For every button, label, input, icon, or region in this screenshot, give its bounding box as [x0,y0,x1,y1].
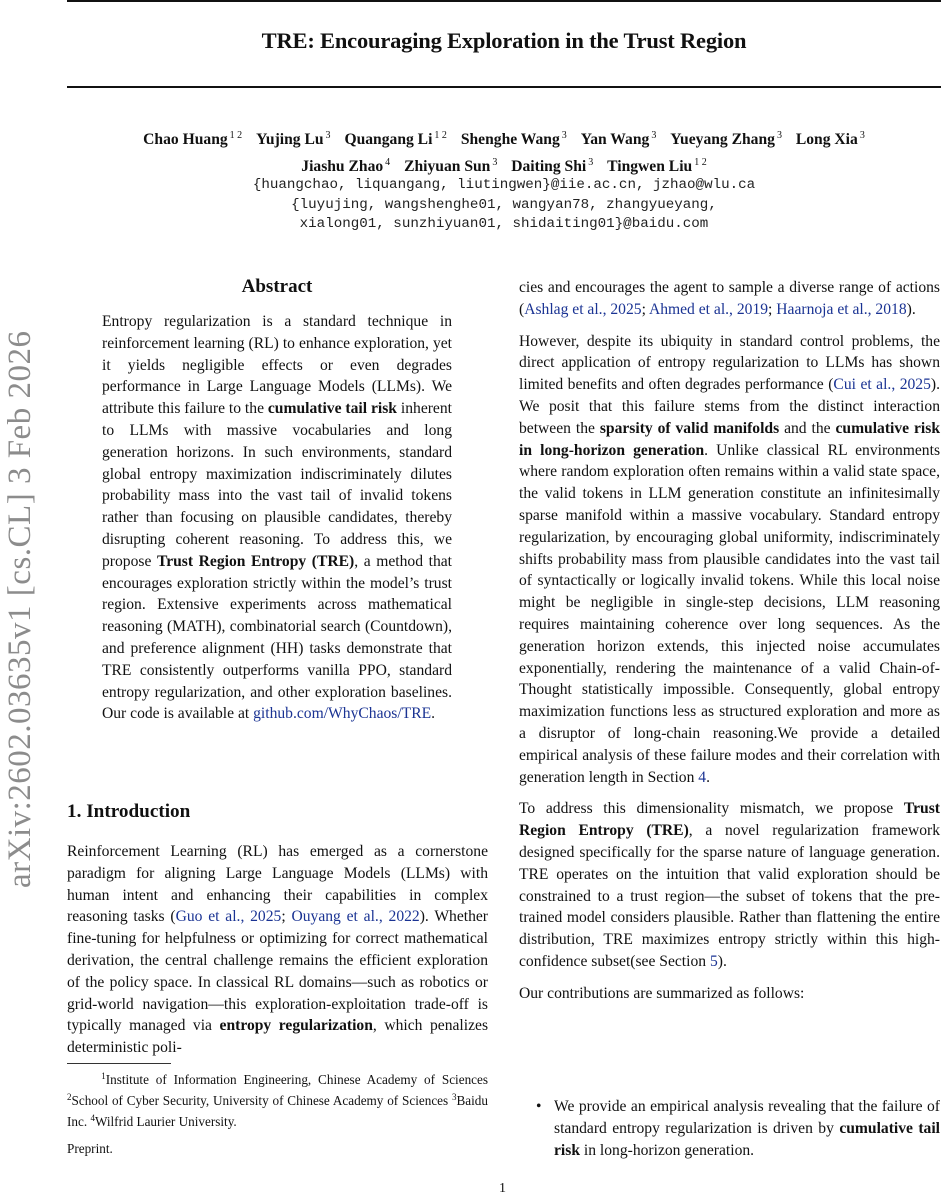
page-number: 1 [499,1181,506,1196]
section-ref-link[interactable]: 5 [709,952,718,970]
title-rule-bottom [67,86,941,88]
citation-link[interactable]: Ashlag et al., 2025 [524,300,642,318]
citation-link[interactable]: Guo et al., 2025 [175,908,282,926]
author: Yan Wang $^3$ [580,130,657,148]
author: Yueyang Zhang $^3$ [670,130,782,148]
author: Quangang Li $^{1 2}$ [344,130,447,148]
intro-paragraph-3: To address this dimensionality mismatch, we propose Trust Region Entropy (TRE), a novel regularization framework designed specifically for the sparse nature of language generation. TRE operates on the intuition that valid exploration should be constrained to a trust region—the subset of tokens that the pre-trained model considers plausible. Rather than flattening the entire distribution, TRE maximizes entropy strictly within this high-confidence subset(see Section 5). [519,800,940,970]
author-list [67,124,941,178]
code-repo-link[interactable]: github.com/WhyChaos/TRE [253,705,432,723]
intro-paragraph-4: Our contributions are summarized as follows: [519,984,805,1002]
abstract-body: Entropy regularization is a standard technique in reinforcement learning (RL) to enhance exploration, yet it yields negligible effects or even degrades performance in Large Language Models (LLMs). We attribute this failure to the cumulative tail risk inherent to LLMs with massive vocabularies and long generation horizons. In such environments, standard global entropy maximization indiscriminately dilutes probability mass into the vast tail of invalid tokens rather than focusing on plausible candidates, thereby disrupting coherent reasoning. To address this, we propose Trust Region Entropy (TRE), a method that encourages exploration strictly within the model’s trust region. Extensive experiments across mathematical reasoning (MATH), combinatorial search (Countdown), and preference alignment (HH) tasks demonstrate that TRE consistently outperforms vanilla PPO, standard entropy regularization, and other exploration baselines. Our code is available at github.com/WhyChaos/TRE. [102,313,452,723]
citation-link[interactable]: Ahmed et al., 2019 [648,300,769,318]
contribution-bullet: • We provide an empirical analysis revealing that the failure of standard entropy regularization is driven by cumulative tail risk in long-horizon generation. [536,1098,940,1159]
citation-link[interactable]: Cui et al., 2025 [833,376,931,394]
author: Chao Huang $^{1 2}$ [143,130,243,148]
author-emails [67,176,941,235]
arxiv-stamp: arXiv:2602.03635v1 [cs.CL] 3 Feb 2026 [2,330,38,888]
right-column [519,277,940,1005]
title-rule-top [67,0,941,2]
abstract-heading: Abstract [241,276,313,297]
intro-paragraph-1: Reinforcement Learning (RL) has emerged as a cornerstone paradigm for aligning Large Language Models (LLMs) with human intent and enhancing their capabilities in complex reasoning tasks (Guo et al., 2025; Ouyang et al., 2022). Whether fine-tuning for helpfulness or optimizing for correct mathematical derivation, the central challenge remains the efficient exploration of the policy space. In classical RL domains—such as robotics or grid-world navigation—this exploration-exploitation trade-off is typically managed via entropy regularization, which penalizes deterministic poli- [67,843,489,1057]
preprint-label: Preprint. [67,1141,113,1156]
email-line: xialong01, sunzhiyuan01, shidaiting01}@baidu.com [299,216,709,232]
author: Zhiyuan Sun $^3$ [404,157,498,175]
paper-title: TRE: Encouraging Exploration in the Trust Region [261,28,747,53]
citation-link[interactable]: Ouyang et al., 2022 [291,908,420,926]
intro-paragraph-1-cont: cies and encourages the agent to sample a diverse range of actions (Ashlag et al., 2025; Ahmed et al., 2019; Haarnoja et al., 2018). [519,279,940,318]
author: Shenghe Wang $^3$ [460,130,567,148]
intro-paragraph-2: However, despite its ubiquity in standard control problems, the direct application of entropy regularization to LLMs has shown limited benefits and often degrades performance (Cui et al., 2025). We posit that this failure stems from the distinct interaction between the sparsity of valid manifolds and the cumulative risk in long-horizon generation. Unlike classical RL environments where random exploration often remains within a valid state space, the valid tokens in LLM generation constitute an infinitesimally sparse manifold within a massive vocabulary. Standard entropy regularization, by encouraging global uniformity, indiscriminately shifts probability mass from plausible candidates into the vast tail of syntactically or logically invalid tokens. While this local noise might be negligible in single-step decisions, LLM reasoning requires maintaining coherence over long sequences. As the generation horizon extends, this injected noise accumulates exponentially, rendering the maintenance of a valid Chain-of-Thought statistically impossible. Consequently, global entropy maximization functions less as structured exploration and more as a disruptor of long-chain reasoning.We provide a detailed empirical analysis of these failure modes and their correlation with generation length in Section 4. [519,332,941,786]
section-ref-link[interactable]: 4 [698,768,707,786]
bullet-icon: • [536,1098,542,1115]
affiliations-footnote: $^1$Institute of Information Engineering, Chinese Academy of Sciences $^2$School of Cyber Security, University of Chinese Academy of Sciences $^3$Baidu Inc. $^4$Wilfrid Laurier University. [67,1071,488,1129]
author: Jiashu Zhao $^4$ [301,157,391,175]
footnote-rule [67,1063,171,1064]
email-line: {luyujing, wangshenghe01, wangyan78, zhangyueyang, [291,196,717,213]
author: Yujing Lu $^3$ [256,130,331,148]
author: Long Xia $^3$ [795,130,865,148]
citation-link[interactable]: Haarnoja et al., 2018 [776,300,907,318]
email-line: {huangchao, liquangang, liutingwen}@iie.ac.cn, jzhao@wlu.ca [252,177,756,193]
author: Daiting Shi $^3$ [511,157,594,175]
section-heading-introduction: 1. Introduction [67,801,191,822]
author: Tingwen Liu $^{1 2}$ [607,157,707,175]
